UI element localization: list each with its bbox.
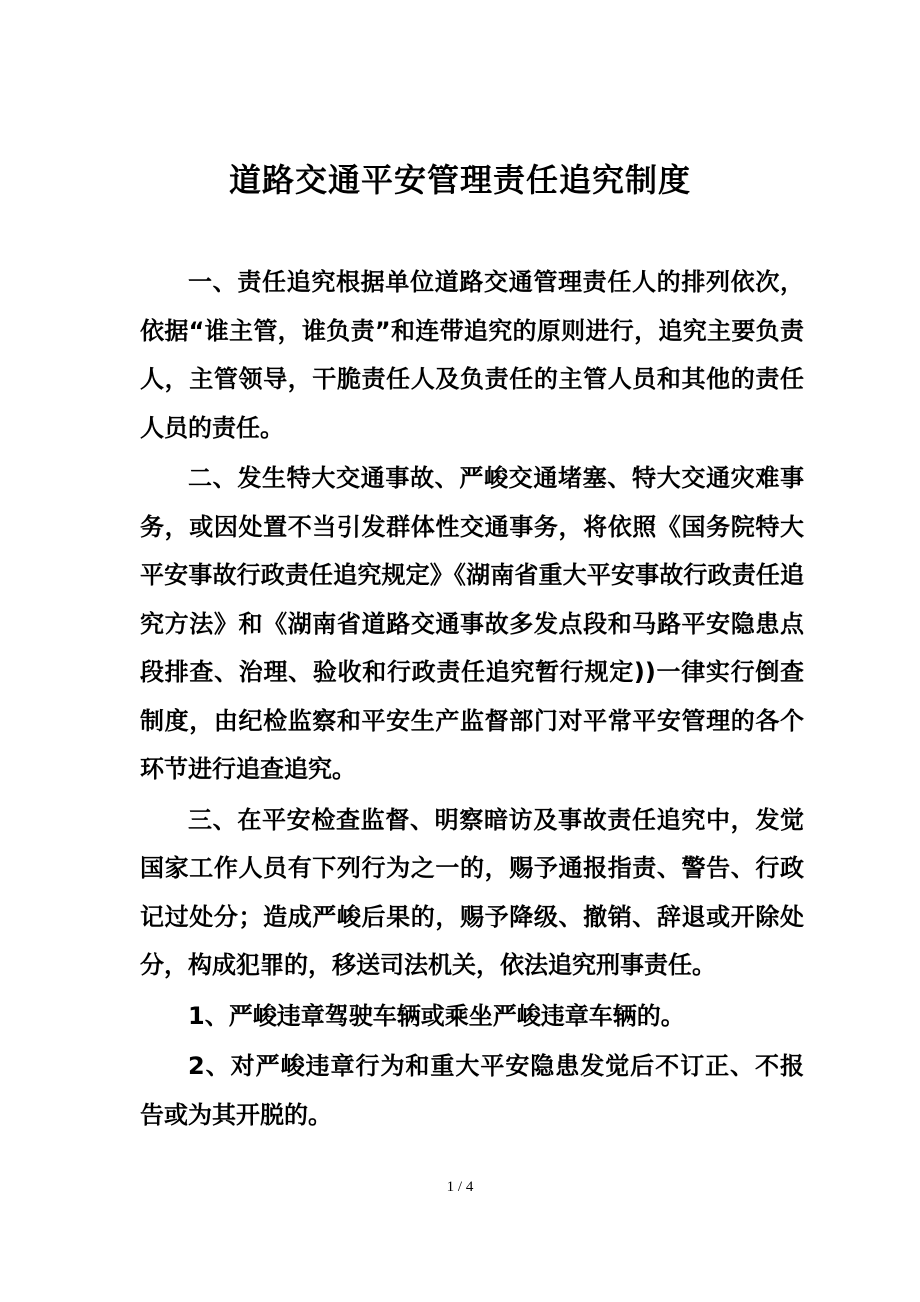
document-title: 道路交通平安管理责任追究制度 bbox=[228, 161, 691, 199]
paragraph-2: 二、发生特大交通事故、严峻交通堵塞、特大交通灾难事务，或因处置不当引发群体性交通事务，将依照《国务院特大平安事故行政责任追究规定》《湖南省重大平安事故行政责任追究方法》和《湖南省道路交通事故多发点段和马路平安隐患点段排查、治理、验收和行政责任追究暂行规定))一律实行倒查制度，由纪检监察和平安生产监督部门对平常平安管理的各个环节进行追查追究。 bbox=[140, 464, 804, 783]
paragraph-3: 三、在平安检查监督、明察暗访及事故责任追究中，发觉国家工作人员有下列行为之一的，赐予通报指责、警告、行政记过处分；造成严峻后果的，赐予降级、撤销、辞退或开除处分，构成犯罪的，移送司法机关，依法追究刑事责任。 bbox=[140, 805, 804, 979]
document-body bbox=[140, 258, 804, 1139]
paragraph-5: 2、对严峻违章行为和重大平安隐患发觉后不订正、不报告或为其开脱的。 bbox=[140, 1052, 804, 1129]
paragraph-4: 1、严峻违章驾驶车辆或乘坐严峻违章车辆的。 bbox=[188, 1001, 685, 1030]
paragraph-1: 一、责任追究根据单位道路交通管理责任人的排列依次，依据“谁主管，谁负责”和连带追究的原则进行，追究主要负责人，主管领导，干脆责任人及负责任的主管人员和其他的责任人员的责任。 bbox=[140, 268, 804, 442]
page-number: 1 / 4 bbox=[446, 1179, 474, 1195]
